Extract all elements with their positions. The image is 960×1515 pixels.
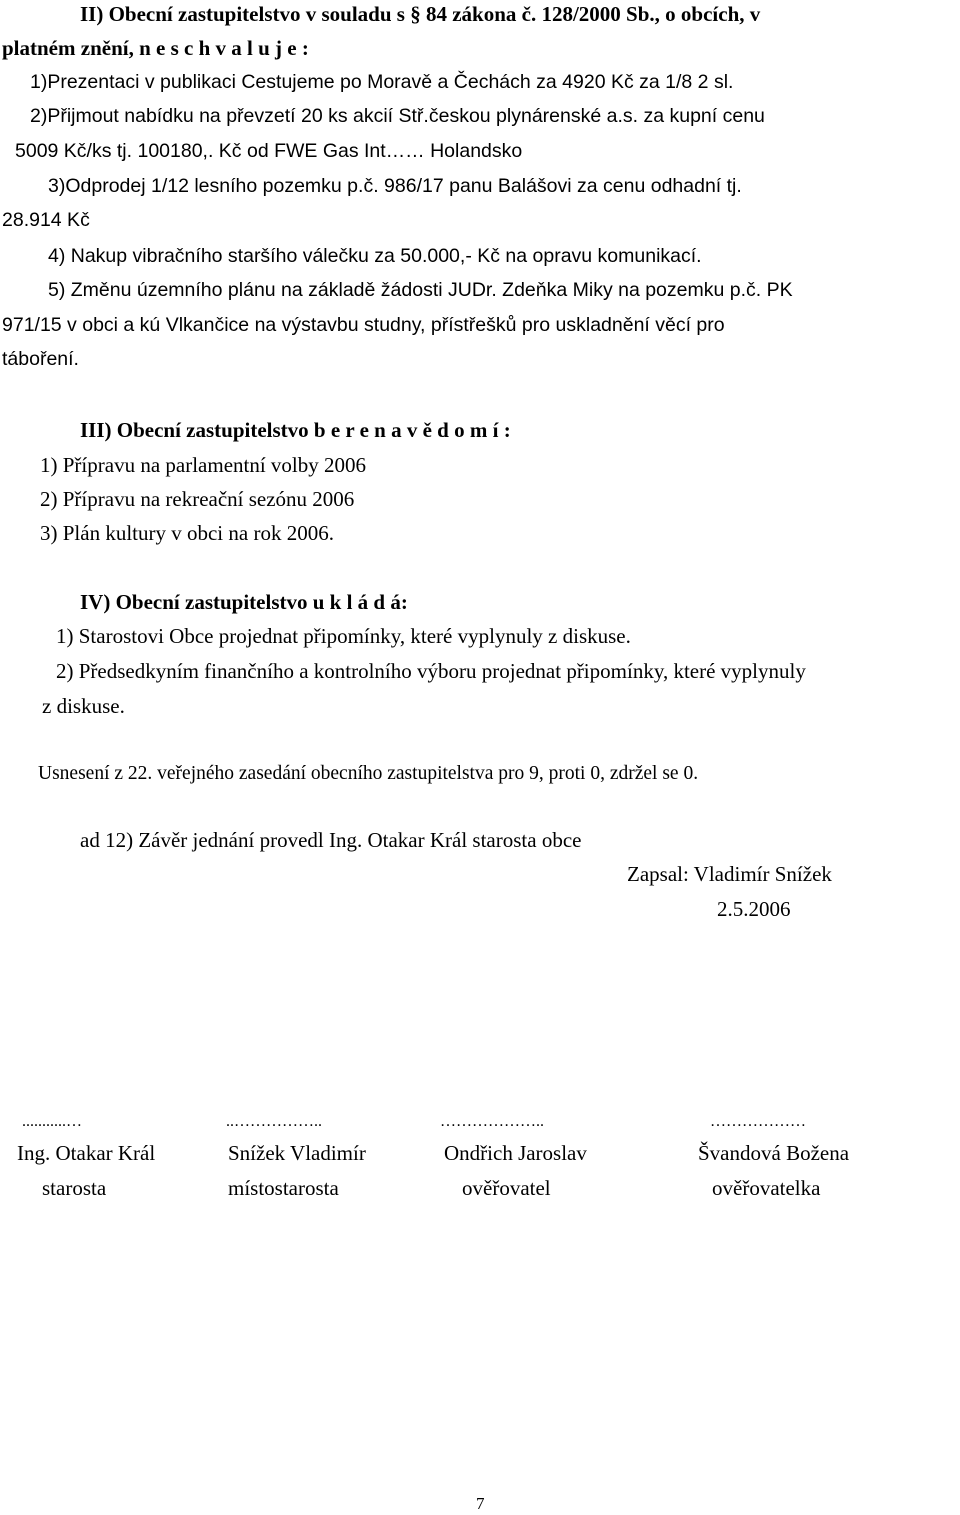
section4-item2-line1: 2) Předsedkyním finančního a kontrolního výboru projednat připomínky, které vyplynuly bbox=[56, 659, 806, 683]
section4-item2-line2: z diskuse. bbox=[42, 694, 125, 718]
resolution-vote: Usnesení z 22. veřejného zasedání obecního zastupitelstva pro 9, proti 0, zdržel se 0. bbox=[38, 763, 699, 784]
section2-item2-line1: 2)Přijmout nabídku na převzetí 20 ks akcií Stř.českou plynárenské a.s. za kupní cenu bbox=[30, 105, 765, 127]
signature-line-1: ...........… bbox=[22, 1113, 82, 1130]
signature-line-4: ……………… bbox=[710, 1113, 806, 1130]
signature-role-2: místostarosta bbox=[228, 1176, 339, 1200]
signature-line-2: ..…………….. bbox=[226, 1113, 322, 1130]
section2-item3-line1: 3)Odprodej 1/12 lesního pozemku p.č. 986/17 panu Balášovi za cenu odhadní tj. bbox=[48, 175, 742, 197]
section2-item5-line1: 5) Změnu územního plánu na základě žádosti JUDr. Zdeňka Miky na pozemku p.č. PK bbox=[48, 279, 793, 301]
section2-heading-line2: platném znění, n e s c h v a l u j e : bbox=[2, 36, 309, 60]
section3-item-2: 2) Přípravu na rekreační sezónu 2006 bbox=[40, 487, 355, 511]
page-number: 7 bbox=[476, 1494, 485, 1513]
section3-item-1: 1) Přípravu na parlamentní volby 2006 bbox=[40, 453, 367, 477]
signature-name-2: Snížek Vladimír bbox=[228, 1141, 366, 1165]
signature-role-3: ověřovatel bbox=[462, 1176, 551, 1200]
section2-item4: 4) Nakup vibračního staršího válečku za 50.000,- Kč na opravu komunikací. bbox=[48, 245, 702, 267]
section2-item2-line2: 5009 Kč/ks tj. 100180,. Kč od FWE Gas Int…… Holandsko bbox=[15, 140, 523, 162]
signature-role-4: ověřovatelka bbox=[712, 1176, 821, 1200]
signature-role-1: starosta bbox=[42, 1176, 107, 1200]
section2-item5-line2: 971/15 v obci a kú Vlkančice na výstavbu studny, přístřešků pro uskladnění věcí pro bbox=[2, 314, 725, 336]
signature-name-4: Švandová Božena bbox=[698, 1141, 850, 1165]
recorded-by: Zapsal: Vladimír Snížek bbox=[627, 862, 832, 886]
section2-item5-line3: táboření. bbox=[2, 348, 79, 370]
signature-line-3: ……………….. bbox=[440, 1113, 544, 1130]
conclusion-line: ad 12) Závěr jednání provedl Ing. Otakar Král starosta obce bbox=[80, 828, 582, 852]
section2-item1: 1)Prezentaci v publikaci Cestujeme po Moravě a Čechách za 4920 Kč za 1/8 2 sl. bbox=[30, 71, 734, 93]
section2-item3-line2: 28.914 Kč bbox=[2, 209, 90, 231]
signature-name-3: Ondřich Jaroslav bbox=[444, 1141, 587, 1165]
section3-item-3: 3) Plán kultury v obci na rok 2006. bbox=[40, 521, 334, 545]
section4-item1: 1) Starostovi Obce projednat připomínky, které vyplynuly z diskuse. bbox=[56, 624, 631, 648]
section2-heading-line1-text: II) Obecní zastupitelstvo v souladu s § 84 zákona č. 128/2000 Sb., o obcích, v bbox=[80, 2, 761, 26]
section4-heading: IV) Obecní zastupitelstvo u k l á d á: bbox=[80, 590, 408, 614]
document-date: 2.5.2006 bbox=[717, 897, 791, 921]
section2-heading-line1 bbox=[80, 0, 952, 28]
signature-name-1: Ing. Otakar Král bbox=[17, 1141, 156, 1165]
section3-heading: III) Obecní zastupitelstvo b e r e n a v ě d o m í : bbox=[80, 418, 511, 442]
